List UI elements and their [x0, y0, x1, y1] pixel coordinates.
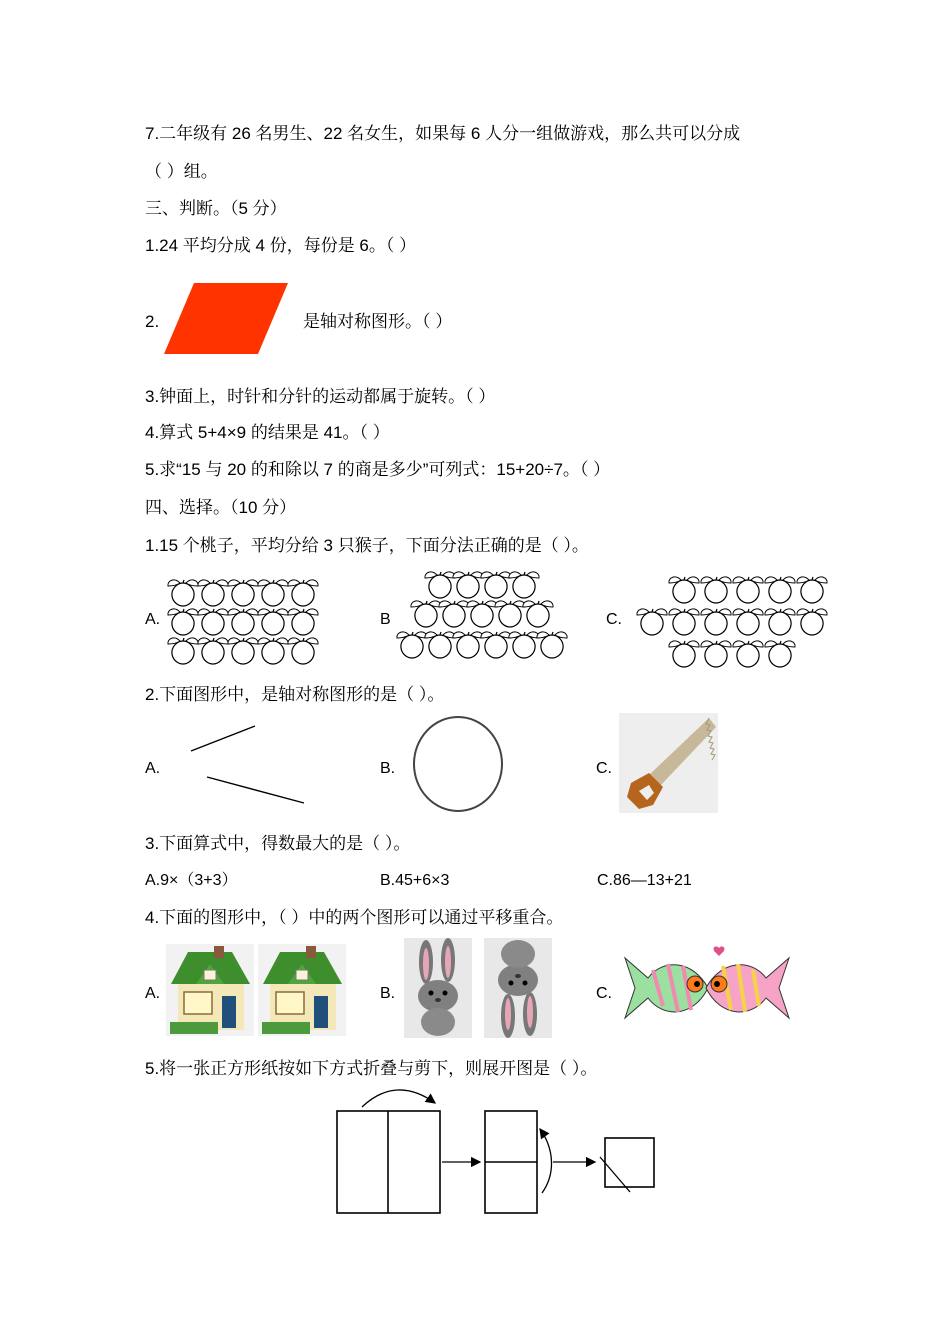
choice-3-stem: 3.下面算式中，得数最大的是（ ）。 [145, 834, 411, 853]
choice-3-option-c: C.86—13+21 [597, 872, 692, 889]
circle-figure [412, 716, 506, 814]
choice-1-option-a-label: A. [145, 611, 161, 628]
choice-2-option-a-label: A. [145, 760, 161, 777]
judge-item-1: 1.24 平均分成 4 份，每份是 6。（ ） [145, 236, 417, 255]
peach-icon [165, 572, 325, 667]
judge-item-4: 4.算式 5+4×9 的结果是 41。（ ） [145, 423, 390, 442]
house-icon [258, 944, 346, 1036]
peach-icon [636, 573, 832, 671]
choice-2-option-c-label: C. [596, 760, 612, 777]
choice-1-option-c-label: C. [606, 611, 622, 628]
choice-2-option-b-label: B. [380, 760, 396, 777]
judge-item-2-number: 2. [145, 312, 160, 331]
two-line-segments [185, 722, 310, 812]
peach-icon [395, 570, 575, 665]
choice-1-stem: 1.15 个桃子，平均分给 3 只猴子，下面分法正确的是（ ）。 [145, 536, 589, 555]
judge-item-3: 3.钟面上，时针和分针的运动都属于旋转。（ ） [145, 387, 496, 406]
judge-item-5: 5.求“15 与 20 的和除以 7 的商是多少”可列式：15+20÷7。（ ） [145, 460, 611, 479]
question-7-line2: （ ）组。 [145, 162, 218, 181]
fish-icon [623, 940, 791, 1032]
choice-4-option-a-label: A. [145, 985, 161, 1002]
rabbit-icon [484, 938, 552, 1038]
choice-4-stem: 4.下面的图形中，（ ）中的两个图形可以通过平移重合。 [145, 908, 564, 927]
section-4-title: 四、选择。（10 分） [145, 498, 297, 517]
house-icon [166, 944, 254, 1036]
choice-5-stem: 5.将一张正方形纸按如下方式折叠与剪下，则展开图是（ ）。 [145, 1059, 598, 1078]
section-3-title: 三、判断。（5 分） [145, 199, 287, 218]
red-parallelogram [164, 283, 290, 355]
rabbit-icon [404, 938, 472, 1038]
choice-1-option-b-label: B [380, 611, 391, 628]
choice-2-stem: 2.下面图形中，是轴对称图形的是（ ）。 [145, 685, 445, 704]
paper-folding-diagram [330, 1085, 670, 1225]
choice-3-option-a: A.9×（3+3） [145, 872, 238, 889]
choice-3-option-b: B.45+6×3 [380, 872, 450, 889]
question-7-line1: 7.二年级有 26 名男生、22 名女生，如果每 6 人分一组做游戏，那么共可以分成 [145, 124, 741, 143]
choice-4-option-c-label: C. [596, 985, 612, 1002]
judge-item-2-text: 是轴对称图形。（ ） [303, 312, 453, 331]
choice-4-option-b-label: B. [380, 985, 396, 1002]
saw-icon [619, 713, 718, 813]
